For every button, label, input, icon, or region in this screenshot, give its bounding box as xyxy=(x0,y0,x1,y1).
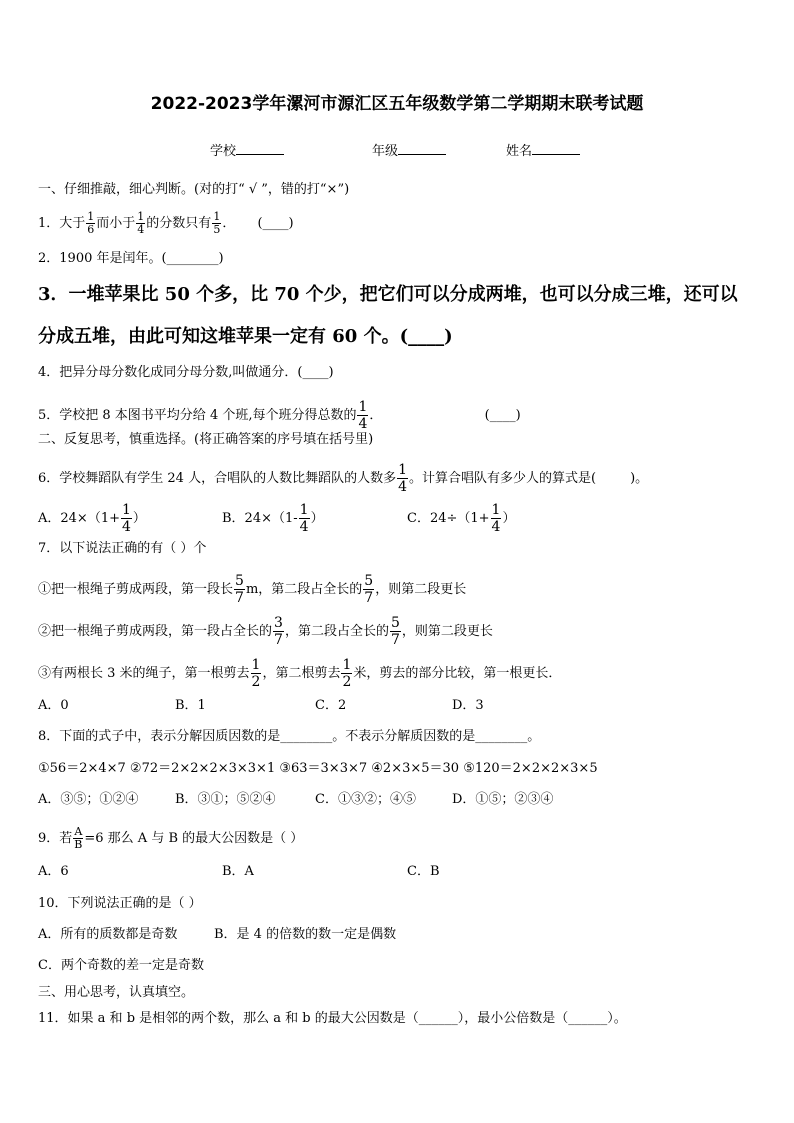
school-blank[interactable] xyxy=(236,142,284,155)
question-7-stem: 7．以下说法正确的有（ ）个 xyxy=(38,541,207,556)
question-8-items: ①56＝2×4×7 ②72＝2×2×2×3×3×1 ③63＝3×3×7 ④2×3×5＝30 ⑤120＝2×2×2×3×5 xyxy=(38,761,598,776)
question-4: 4．把异分母分数化成同分母分数,叫做通分．(____) xyxy=(38,365,334,380)
question-11: 11．如果 a 和 b 是相邻的两个数，那么 a 和 b 的最大公因数是（______），最小公倍数是（______）。 xyxy=(38,1011,627,1026)
question-5: 5．学校把 8 本图书平均分给 4 个班,每个班分得总数的 $\frac{1}{4}$ ． (____) xyxy=(38,399,521,432)
question-7-item-3: ③有两根长 3 米的绳子，第一根剪去 $\frac{1}{2}$ ，第二根剪去 $\frac{1}{2}$ 米，剪去的部分比较，第一根更长． xyxy=(38,657,562,690)
question-3-line-2: 分成五堆，由此可知这堆苹果一定有 60 个。(____) xyxy=(38,326,453,347)
question-7-item-2: ②把一根绳子剪成两段，第一段占全长的 $\frac{3}{7}$ ，第二段占全长的 $\frac{5}{7}$ ，则第二段更长 xyxy=(38,615,493,648)
question-1: 1．大于 $\frac{1}{6}$ 而小于 $\frac{1}{4}$ 的分数只有 $\frac{1}{5}$ ． (____) xyxy=(38,210,294,236)
fraction: $\frac{1}{2}$ xyxy=(342,657,352,690)
fraction: $\frac{1}{6}$ xyxy=(87,210,95,236)
name-field: 姓名 xyxy=(506,140,580,159)
option-c[interactable]: C．2 xyxy=(315,698,347,713)
answer-blank[interactable]: (____) xyxy=(257,216,294,231)
option-a[interactable]: A．0 xyxy=(38,698,69,713)
fraction: $\frac{1}{4}$ xyxy=(358,399,368,432)
school-field: 学校 xyxy=(210,140,284,159)
section-3-heading: 三、用心思考，认真填空。 xyxy=(38,985,195,1000)
option-d[interactable]: D．3 xyxy=(452,698,484,713)
option-b[interactable]: B．24×（1- $\frac{1}{4}$ ） xyxy=(222,502,324,535)
section-1-heading: 一、仔细推敲，细心判断。(对的打“ √ ”，错的打“×”) xyxy=(38,182,350,197)
question-10-stem: 10．下列说法正确的是（ ） xyxy=(38,896,202,911)
question-8-stem: 8．下面的式子中，表示分解因质因数的是________。不表示分解质因数的是________。 xyxy=(38,729,541,744)
fraction: $\frac{1}{4}$ xyxy=(299,502,309,535)
grade-field: 年级 xyxy=(372,140,446,159)
option-a[interactable]: A．③⑤；①②④ xyxy=(38,792,139,807)
option-a[interactable]: A．24×（1+ $\frac{1}{4}$ ） xyxy=(38,502,146,535)
option-c[interactable]: C．①③②；④⑤ xyxy=(315,792,416,807)
fraction: $\frac{1}{4}$ xyxy=(122,502,131,535)
option-a[interactable]: A．6 xyxy=(38,864,69,879)
section-2-heading: 二、反复思考，慎重选择。(将正确答案的序号填在括号里) xyxy=(38,432,374,447)
answer-blank[interactable]: (____) xyxy=(484,408,521,423)
fraction: $\frac{1}{2}$ xyxy=(251,657,261,690)
option-d[interactable]: D．①⑤；②③④ xyxy=(452,792,554,807)
fraction: $\frac{1}{4}$ xyxy=(398,462,407,495)
grade-blank[interactable] xyxy=(398,142,446,155)
page-title: 2022-2023学年漯河市源汇区五年级数学第二学期期末联考试题 xyxy=(150,94,644,114)
option-b[interactable]: B．③①；⑤②④ xyxy=(175,792,276,807)
option-a[interactable]: A．所有的质数都是奇数 xyxy=(38,927,178,942)
question-9: 9．若 $\frac{A}{B}$ =6 那么 A 与 B 的最大公因数是（ ） xyxy=(38,825,304,851)
option-b[interactable]: B．1 xyxy=(175,698,206,713)
fraction: $\frac{3}{7}$ xyxy=(274,615,283,648)
fraction: $\frac{1}{4}$ xyxy=(137,210,145,236)
question-2: 2．1900 年是闰年。(________) xyxy=(38,251,224,266)
name-blank[interactable] xyxy=(532,142,580,155)
fraction: $\frac{1}{4}$ xyxy=(491,502,501,535)
question-7-item-1: ①把一根绳子剪成两段，第一段长 $\frac{5}{7}$ m，第二段占全长的 $\frac{5}{7}$ ，则第二段更长 xyxy=(38,573,467,606)
question-6: 6．学校舞蹈队有学生 24 人，合唱队的人数比舞蹈队的人数多 $\frac{1}{4}$ 。计算合唱队有多少人的算式是( )。 xyxy=(38,462,649,495)
option-c[interactable]: C．24÷（1+ $\frac{1}{4}$ ） xyxy=(407,502,516,535)
fraction: $\frac{1}{5}$ xyxy=(213,210,221,236)
question-3-line-1: 3．一堆苹果比 50 个多，比 70 个少，把它们可以分成两堆，也可以分成三堆，还可以 xyxy=(38,284,738,305)
fraction: $\frac{A}{B}$ xyxy=(74,825,83,851)
option-b[interactable]: B．是 4 的倍数的数一定是偶数 xyxy=(214,927,397,942)
fraction: $\frac{5}{7}$ xyxy=(235,573,244,606)
question-10-option-c[interactable]: C．两个奇数的差一定是奇数 xyxy=(38,958,204,973)
option-c[interactable]: C．B xyxy=(407,864,440,879)
fraction: $\frac{5}{7}$ xyxy=(364,573,374,606)
option-b[interactable]: B．A xyxy=(222,864,254,879)
fraction: $\frac{5}{7}$ xyxy=(390,615,400,648)
